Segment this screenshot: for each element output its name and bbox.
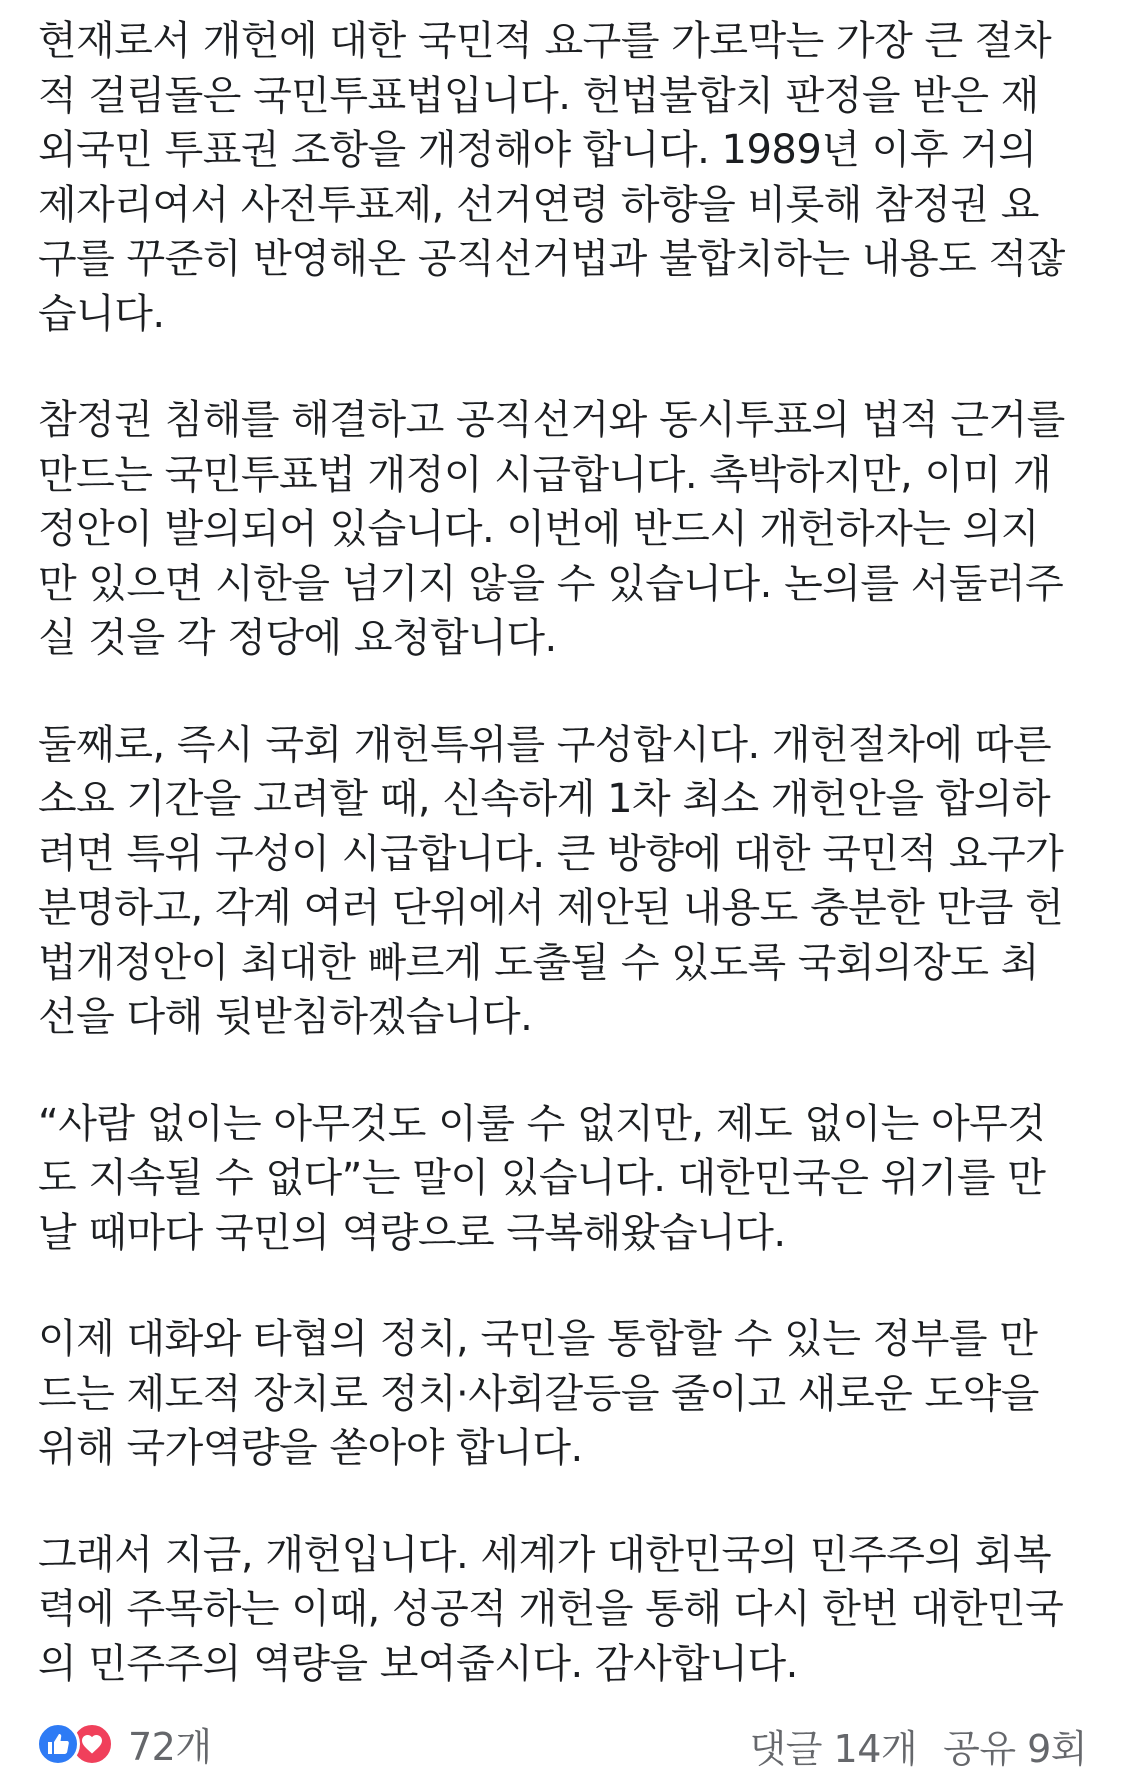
shares-count[interactable]: 공유 9회	[943, 1727, 1087, 1771]
post-paragraph: “사람 없이는 아무것도 이룰 수 없지만, 제도 없이는 아무것 도 지속될 수 없다”는 말이 있습니다. 대한민국은 위기를 만 날 때마다 국민의 역량으로 극복해왔습니다.	[38, 1100, 1046, 1256]
post-paragraph: 현재로서 개헌에 대한 국민적 요구를 가로막는 가장 큰 절차 적 걸림돌은 국민투표법입니다. 헌법불합치 판정을 받은 재 외국민 투표권 조항을 개정해야 합니다. 1989년 이후 거의 제자리여서 사전투표제, 선거연령 하향을 비롯해 참정권 요 구를 꾸준히 반영해온 공직선거법과 불합치하는 내용도 적잖 습니다.	[38, 18, 1065, 337]
post-paragraph: 참정권 침해를 해결하고 공직선거와 동시투표의 법적 근거를 만드는 국민투표법 개정이 시급합니다. 촉박하지만, 이미 개 정안이 발의되어 있습니다. 이번에 반드시 개헌하자는 의지 만 있으면 시한을 넘기지 않을 수 있습니다. 논의를 서둘러주 실 것을 각 정당에 요청합니다.	[38, 397, 1065, 661]
post-paragraph: 그래서 지금, 개헌입니다. 세계가 대한민국의 민주주의 회복 력에 주목하는 이때, 성공적 개헌을 통해 다시 한번 대한민국 의 민주주의 역량을 보여줍시다. 감사합니다.	[38, 1531, 1064, 1687]
post-paragraph: 이제 대화와 타협의 정치, 국민을 통합할 수 있는 정부를 만 드는 제도적 장치로 정치·사회갈등을 줄이고 새로운 도약을 위해 국가역량을 쏟아야 합니다.	[38, 1316, 1039, 1471]
comments-count[interactable]: 댓글 14개	[749, 1727, 918, 1771]
post-stats	[750, 1718, 1087, 1773]
reaction-summary[interactable]	[36, 1716, 212, 1771]
post-footer	[0, 1716, 1125, 1771]
reaction-count: 72개	[128, 1725, 212, 1769]
post-body	[38, 14, 1098, 1743]
post-paragraph: 둘째로, 즉시 국회 개헌특위를 구성합시다. 개헌절차에 따른 소요 기간을 고려할 때, 신속하게 1차 최소 개헌안을 합의하 려면 특위 구성이 시급합니다. 큰 방향에 대한 국민적 요구가 분명하고, 각계 여러 단위에서 제안된 내용도 충분한 만큼 헌 법개정안이 최대한 빠르게 도출될 수 있도록 국회의장도 최 선을 다해 뒷받침하겠습니다.	[38, 721, 1064, 1040]
like-icon	[36, 1722, 80, 1766]
